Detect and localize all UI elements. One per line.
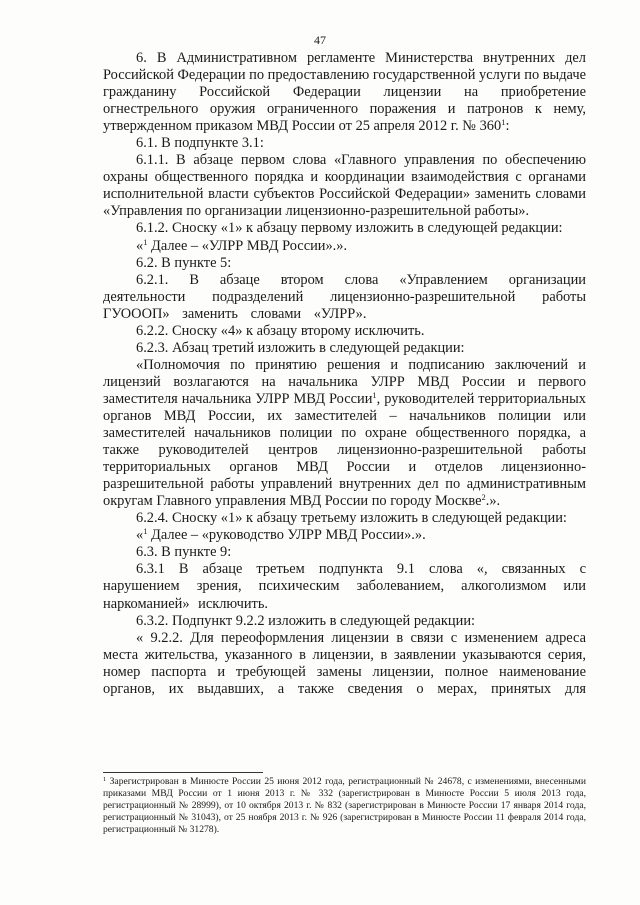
document-body: [103, 50, 586, 698]
paragraph-6: [103, 50, 586, 135]
quote-open: «: [136, 527, 144, 544]
paragraph-6-2-2: 6.2.2. Сноску «4» к абзацу второму исключить.: [136, 322, 425, 339]
quote-open: «: [136, 237, 144, 254]
paragraph-6-3: 6.3. В пункте 9:: [136, 544, 232, 561]
paragraph-text: 6. В Административном регламенте Министерства внутренних дел Российской Федерации по предоставлению государственной услуги по выдаче гражданину Российской Федерации лицензии на приобретение огнестрельного оружия ограниченного поражения и патронов к нему, утвержденном приказом МВД России от 25 апреля 2012 г. № 360: [103, 50, 586, 135]
footnote-ref: 2: [481, 492, 486, 503]
footnote-ref: 1: [143, 236, 148, 247]
page-number: 47: [314, 33, 326, 47]
footnote-ref: 1: [372, 389, 377, 400]
paragraph-6-3-1: 6.3.1 В абзаце третьем подпункта 9.1 слова «, связанных с нарушением зрения, психическим заболеванием, алкоголизмом или наркоманией» исключить.: [103, 561, 586, 612]
paragraph-6-1-2: 6.1.2. Сноску «1» к абзацу первому изложить в следующей редакции:: [136, 220, 563, 237]
paragraph-tail: .».: [485, 493, 501, 510]
paragraph-6-1: 6.1. В подпункте 3.1:: [136, 135, 264, 152]
paragraph-text: «Полномочия по принятию решения и подписанию заключений и лицензий возлагаются на начальника УЛРР МВД России и первого заместителя начальника УЛРР МВД России: [103, 356, 586, 407]
footnote-ref: 1: [143, 526, 148, 537]
paragraph-quote-9-2-2: « 9.2.2. Для переоформления лицензии в связи с изменением адреса места жительства, указанного в лицензии, в заявлении указываются серия, номер паспорта и требующей замены лицензии, полное наименование органов, их выдавших, а также сведения о мерах, принятых для: [103, 629, 586, 697]
paragraph-6-2-1: 6.2.1. В абзаце втором слова «Управлением организации деятельности подразделений лицензионно-разрешительной работы ГУОООП» заменить словами «УЛРР».: [103, 271, 586, 322]
paragraph-footnote-text-1: [103, 238, 586, 255]
footnote: [103, 776, 586, 836]
footnote-ref: 1: [501, 117, 506, 128]
paragraph-text-cont: , руководителей территориальных органов МВД России, их заместителей – начальников полиции или заместителей начальников полиции по охране общественного порядка, а также руководителей центров лицензионно-разрешительной работы территориальных органов МВД России и отделов лицензионно-разрешительной работы управлений внутренних дел по административным округам Главного управления МВД России по городу Москве: [103, 390, 587, 510]
paragraph-6-3-2: 6.3.2. Подпункт 9.2.2 изложить в следующей редакции:: [136, 612, 476, 629]
paragraph-6-1-1: 6.1.1. В абзаце первом слова «Главного управления по обеспечению охраны общественного порядка и координации взаимодействия с органами исполнительной власти субъектов Российской Федерации» заменить словами «Управления по организации лицензионно-разрешительной работы».: [103, 152, 586, 220]
paragraph-quote-powers: [103, 357, 586, 510]
paragraph-footnote-text-2: [103, 527, 586, 544]
paragraph-text: Далее – «УЛРР МВД России».».: [147, 237, 348, 254]
paragraph-text: Далее – «руководство УЛРР МВД России».».: [147, 527, 426, 544]
footnote-divider: [103, 772, 263, 773]
paragraph-tail: :: [505, 118, 510, 135]
footnote-number: 1: [103, 776, 107, 783]
paragraph-6-2-4: 6.2.4. Сноску «1» к абзацу третьему изложить в следующей редакции:: [136, 510, 567, 527]
footnote-text: Зарегистрирован в Минюсте России 25 июня 2012 года, регистрационный № 24678, с изменениями, внесенными приказами МВД России от 1 июня 2013 г. № 332 (зарегистрирован в Минюсте России 5 июля 2013 года, регистрационный № 28999), от 10 октября 2013 г. № 832 (зарегистрирован в Минюсте России 17 января 2014 года, регистрационный № 31043), от 25 ноября 2013 г. № 926 (зарегистрирован в Минюсте России 11 февраля 2014 года, регистрационный № 31278).: [103, 776, 586, 836]
paragraph-6-2-3: 6.2.3. Абзац третий изложить в следующей редакции:: [136, 339, 465, 356]
paragraph-6-2: 6.2. В пункте 5:: [136, 254, 232, 271]
